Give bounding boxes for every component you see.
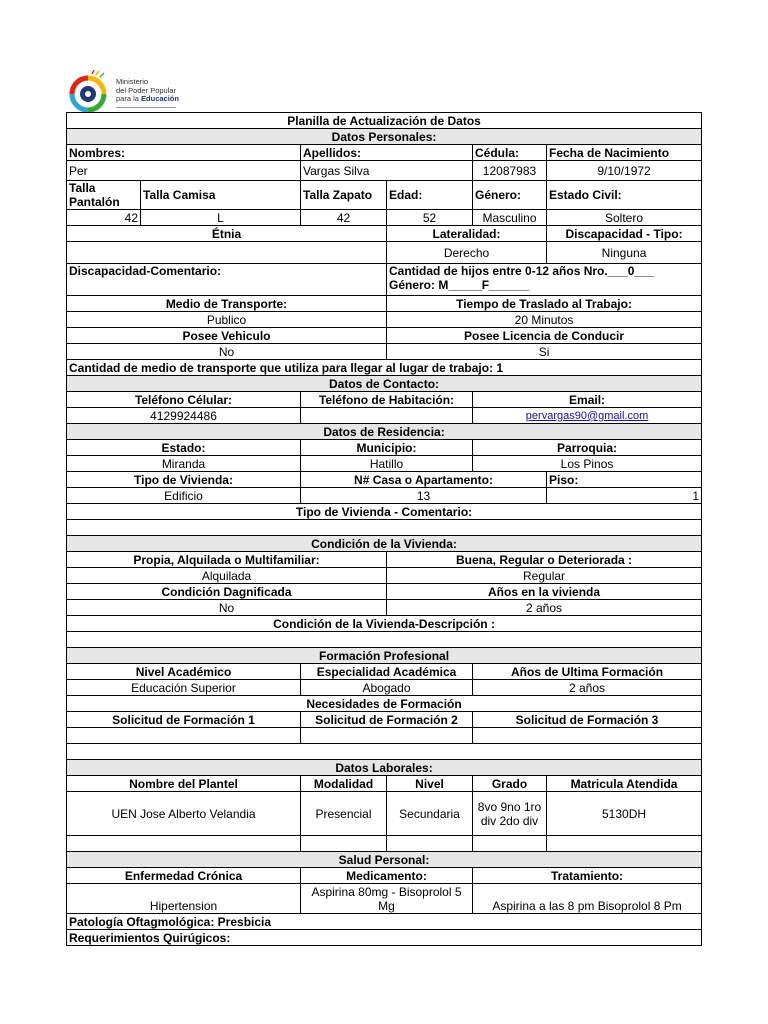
requerimientos-quirurgicos: Requerimientos Quirúgicos: (67, 930, 702, 946)
label-especialidad: Especialidad Académica (301, 664, 473, 680)
label-lateralidad: Lateralidad: (387, 226, 547, 242)
label-grado: Grado (473, 776, 547, 792)
label-tratamiento: Tratamiento: (473, 868, 702, 884)
logo-divider (116, 107, 176, 108)
section-datos-contacto: Datos de Contacto: (67, 376, 702, 392)
label-talla-pantalon: Talla Pantalón (67, 181, 141, 210)
label-estado: Estado: (67, 440, 301, 456)
value-edad: 52 (387, 210, 473, 226)
value-condicion-dagnificada: No (67, 600, 387, 616)
label-propia-alquilada: Propia, Alquilada o Multifamiliar: (67, 552, 387, 568)
value-telefono-celular: 4129924486 (67, 408, 301, 424)
label-medicamento: Medicamento: (301, 868, 473, 884)
value-propia-alquilada: Alquilada (67, 568, 387, 584)
value-telefono-habitacion (301, 408, 473, 424)
label-municipio: Municipio: (301, 440, 473, 456)
value-talla-zapato: 42 (301, 210, 387, 226)
section-datos-personales: Datos Personales: (67, 129, 702, 145)
cantidad-medio-transporte: Cantidad de medio de transporte que utiliza para llegar al lugar de trabajo: 1 (67, 360, 702, 376)
logo-line1: Ministerio (116, 77, 149, 86)
update-form-table (66, 112, 702, 946)
section-datos-residencia: Datos de Residencia: (67, 424, 702, 440)
value-talla-pantalon: 42 (67, 210, 141, 226)
value-nivel-academico: Educación Superior (67, 680, 301, 696)
value-condicion-descripcion (67, 632, 702, 648)
value-anos-vivienda: 2 años (387, 600, 702, 616)
value-municipio: Hatillo (301, 456, 473, 472)
value-modalidad-2 (301, 836, 387, 852)
value-anos-ultima-formacion: 2 años (473, 680, 702, 696)
value-nombre-plantel-2 (67, 836, 301, 852)
value-tipo-vivienda: Edificio (67, 488, 301, 504)
value-parroquia: Los Pinos (473, 456, 702, 472)
value-medicamento: Aspirina 80mg - Bisoprolol 5 Mg (301, 884, 473, 914)
label-nombres: Nombres: (67, 145, 301, 161)
value-apellidos: Vargas Silva (301, 161, 473, 181)
value-email-cell (473, 408, 702, 424)
value-posee-vehiculo: No (67, 344, 387, 360)
value-grado: 8vo 9no 1ro div 2do div (473, 792, 547, 836)
label-medio-transporte: Medio de Transporte: (67, 296, 387, 312)
label-cedula: Cédula: (473, 145, 547, 161)
value-especialidad: Abogado (301, 680, 473, 696)
label-telefono-habitacion: Teléfono de Habitación: (301, 392, 473, 408)
value-modalidad: Presencial (301, 792, 387, 836)
section-formacion-profesional: Formación Profesional (67, 648, 702, 664)
label-discapacidad-comentario: Discapacidad-Comentario: (67, 264, 387, 296)
value-estado-civil: Soltero (547, 210, 702, 226)
value-nombre-plantel: UEN Jose Alberto Velandia (67, 792, 301, 836)
hijos-cell (387, 264, 702, 296)
section-datos-laborales: Datos Laborales: (67, 760, 702, 776)
label-tipo-vivienda: Tipo de Vivienda: (67, 472, 301, 488)
logo-line3-prefix: para la (116, 94, 139, 103)
value-etnia (67, 242, 387, 264)
value-cedula: 12087983 (473, 161, 547, 181)
value-posee-licencia: Si (387, 344, 702, 360)
label-buena-regular: Buena, Regular o Deteriorada : (387, 552, 702, 568)
value-matricula-2 (547, 836, 702, 852)
logo-text (116, 78, 179, 104)
label-telefono-celular: Teléfono Célular: (67, 392, 301, 408)
label-solicitud-1: Solicitud de Formación 1 (67, 712, 301, 728)
label-nivel: Nivel (387, 776, 473, 792)
label-posee-licencia: Posee Licencia de Conducir (387, 328, 702, 344)
label-anos-vivienda: Años en la vivienda (387, 584, 702, 600)
label-solicitud-2: Solicitud de Formación 2 (301, 712, 473, 728)
label-talla-zapato: Talla Zapato (301, 181, 387, 210)
label-condicion-descripcion: Condición de la Vivienda-Descripción : (67, 616, 702, 632)
value-lateralidad: Derecho (387, 242, 547, 264)
value-discapacidad-tipo: Ninguna (547, 242, 702, 264)
label-parroquia: Parroquia: (473, 440, 702, 456)
label-fecha-nacimiento: Fecha de Nacimiento (547, 145, 702, 161)
value-piso: 1 (547, 488, 702, 504)
value-fecha-nacimiento: 9/10/1972 (547, 161, 702, 181)
label-nombre-plantel: Nombre del Plantel (67, 776, 301, 792)
value-solicitud-2 (301, 728, 473, 744)
label-enfermedad-cronica: Enfermedad Crónica (67, 868, 301, 884)
label-casa-apartamento: N# Casa o Apartamento: (301, 472, 547, 488)
value-talla-camisa: L (141, 210, 301, 226)
label-edad: Edad: (387, 181, 473, 210)
hijos-cantidad: Cantidad de hijos entre 0-12 años Nro.___0___ (389, 264, 655, 278)
label-tipo-vivienda-comentario: Tipo de Vivienda - Comentario: (67, 504, 702, 520)
logo-emblem-icon (66, 70, 114, 112)
value-buena-regular: Regular (387, 568, 702, 584)
email-link[interactable]: pervargas90@gmail.com (525, 410, 649, 422)
value-solicitud-1 (67, 728, 301, 744)
label-necesidades-formacion: Necesidades de Formación (67, 696, 702, 712)
value-medio-transporte: Publico (67, 312, 387, 328)
value-nombres: Per (67, 161, 301, 181)
label-discapacidad-tipo: Discapacidad - Tipo: (547, 226, 702, 242)
label-estado-civil: Estado Civil: (547, 181, 702, 210)
section-salud-personal: Salud Personal: (67, 852, 702, 868)
value-tiempo-traslado: 20 Minutos (387, 312, 702, 328)
value-solicitud-3 (473, 728, 702, 744)
label-anos-ultima-formacion: Años de Ultima Formación (473, 664, 702, 680)
value-nivel: Secundaria (387, 792, 473, 836)
label-genero: Género: (473, 181, 547, 210)
value-tratamiento: Aspirina a las 8 pm Bisoprolol 8 Pm (473, 884, 702, 914)
spacer-row (67, 744, 702, 760)
label-apellidos: Apellidos: (301, 145, 473, 161)
value-tipo-vivienda-comentario (67, 520, 702, 536)
label-talla-camisa: Talla Camisa (141, 181, 301, 210)
label-modalidad: Modalidad (301, 776, 387, 792)
label-matricula: Matricula Atendida (547, 776, 702, 792)
label-posee-vehiculo: Posee Vehiculo (67, 328, 387, 344)
hijos-genero: Género: M_____F______ (389, 278, 530, 292)
form-title: Planilla de Actualización de Datos (67, 113, 702, 129)
logo-line2: del Poder Popular (116, 85, 177, 95)
ministry-logo (66, 70, 186, 112)
value-estado: Miranda (67, 456, 301, 472)
value-matricula: 5130DH (547, 792, 702, 836)
value-casa-apartamento: 13 (301, 488, 547, 504)
value-enfermedad-cronica: Hipertension (67, 884, 301, 914)
label-solicitud-3: Solicitud de Formación 3 (473, 712, 702, 728)
label-condicion-dagnificada: Condición Dagnificada (67, 584, 387, 600)
label-email: Email: (473, 392, 702, 408)
logo-line3-bold: Educación (141, 94, 179, 103)
label-piso: Piso: (547, 472, 702, 488)
value-grado-2 (473, 836, 547, 852)
label-etnia: Étnia (67, 226, 387, 242)
label-tiempo-traslado: Tiempo de Traslado al Trabajo: (387, 296, 702, 312)
patologia-oftalmologica: Patología Oftagmológica: Presbicia (67, 914, 702, 930)
value-nivel-2 (387, 836, 473, 852)
value-genero: Masculino (473, 210, 547, 226)
label-nivel-academico: Nivel Académico (67, 664, 301, 680)
section-condicion-vivienda: Condición de la Vivienda: (67, 536, 702, 552)
